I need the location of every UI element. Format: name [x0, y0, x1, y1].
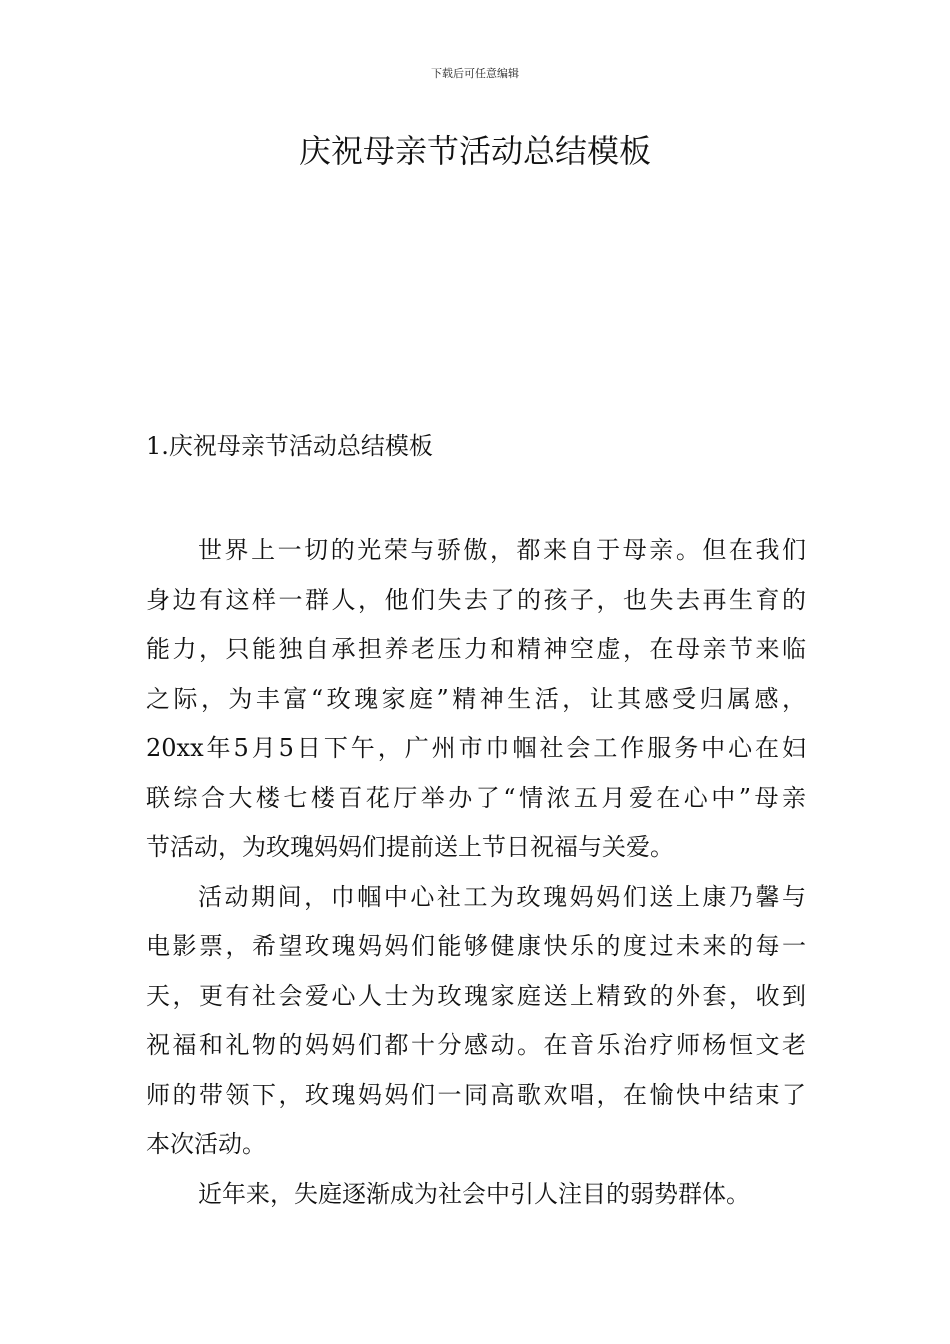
section-heading: 1.庆祝母亲节活动总结模板 [146, 432, 433, 460]
paragraph-line: 节活动，为玫瑰妈妈们提前送上节日祝福与关爱。 [146, 833, 674, 861]
paragraph-line: 祝福和礼物的妈妈们都十分感动。在音乐治疗师杨恒文老 [146, 1031, 806, 1059]
paragraph-line: 本次活动。 [146, 1130, 266, 1158]
paragraph-line: 之际，为丰富“玫瑰家庭”精神生活，让其感受归属感， [146, 684, 806, 713]
paragraph-line: 世界上一切的光荣与骄傲，都来自于母亲。但在我们 [198, 536, 806, 564]
paragraph-line: 联综合大楼七楼百花厅举办了“情浓五月爱在心中”母亲 [146, 783, 806, 812]
paragraph-line: 身边有这样一群人，他们失去了的孩子，也失去再生育的 [146, 585, 806, 614]
paragraph-line: 活动期间，巾帼中心社工为玫瑰妈妈们送上康乃馨与 [198, 882, 806, 911]
paragraph-line: 师的带领下，玫瑰妈妈们一同高歌欢唱，在愉快中结束了 [146, 1080, 806, 1109]
paragraph-line: 电影票，希望玫瑰妈妈们能够健康快乐的度过未来的每一 [146, 932, 806, 960]
paragraph-line: 20xx年5月5日下午，广州市巾帼社会工作服务中心在妇 [146, 734, 806, 762]
body-text [146, 526, 806, 1219]
paragraph-line: 能力，只能独自承担养老压力和精神空虚，在母亲节来临 [146, 635, 806, 663]
paragraph-line: 近年来，失庭逐渐成为社会中引人注目的弱势群体。 [198, 1179, 750, 1208]
paragraph-line: 天，更有社会爱心人士为玫瑰家庭送上精致的外套，收到 [146, 981, 806, 1010]
document-title: 庆祝母亲节活动总结模板 [298, 132, 651, 170]
header-note: 下载后可任意编辑 [431, 67, 519, 80]
